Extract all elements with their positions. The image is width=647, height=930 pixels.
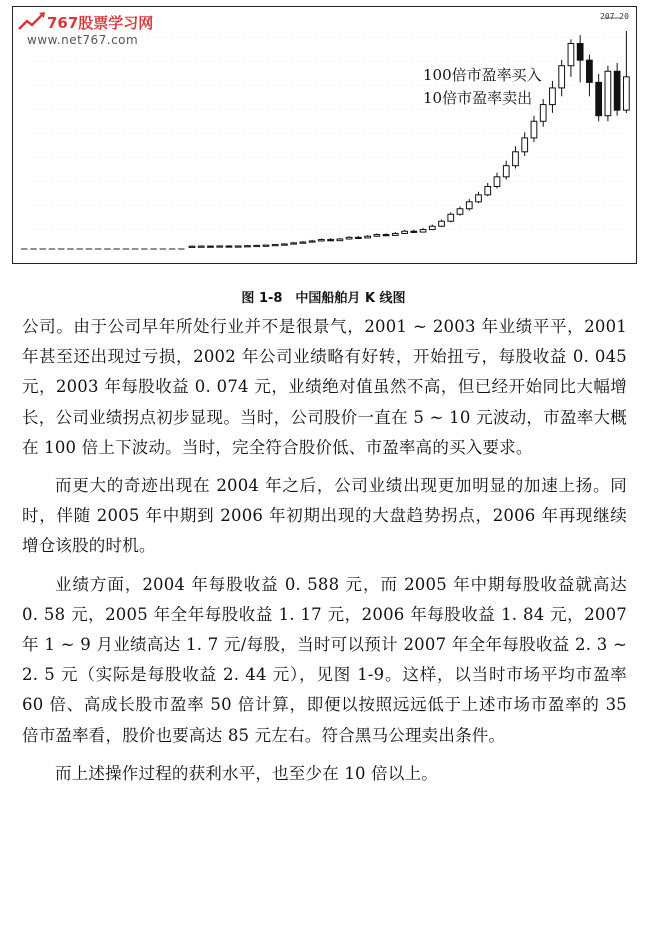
candle-up (466, 202, 472, 209)
candle-up (254, 245, 260, 246)
watermark-logo (17, 11, 177, 51)
candle-up (531, 121, 537, 138)
candle-up (494, 177, 500, 187)
candle-up (485, 187, 491, 195)
candle-down (587, 60, 593, 82)
candle-up (402, 231, 408, 233)
candle-up (282, 244, 288, 245)
candle-down (226, 246, 232, 247)
candle-up (319, 240, 325, 241)
candle-up (245, 246, 251, 247)
candle-up (337, 239, 343, 241)
trend-arrow-icon (17, 11, 47, 33)
candle-down (328, 240, 334, 241)
candle-down (355, 237, 361, 238)
candle-up (624, 77, 630, 110)
body-text (22, 312, 627, 789)
candle-up (559, 66, 565, 88)
candle-down (411, 231, 417, 232)
candle-up (365, 236, 371, 238)
candle-up (272, 245, 278, 246)
candle-up (346, 237, 352, 239)
candle-up (550, 88, 556, 105)
candle-up (420, 230, 426, 232)
candle-up (448, 214, 454, 221)
candlestick-chart (12, 6, 637, 264)
candle-up (392, 233, 398, 235)
candle-down (383, 235, 389, 236)
paragraph-4: 而上述操作过程的获利水平，也至少在 10 倍以上。 (55, 763, 438, 783)
candle-up (217, 246, 223, 247)
candle-up (198, 246, 204, 247)
candle-up (300, 242, 306, 243)
candle-up (503, 166, 509, 177)
candle-up (189, 246, 195, 247)
figure-caption: 图 1-8 中国船舶月 K 线图 (241, 291, 406, 306)
candle-up (540, 105, 546, 122)
candle-up (374, 235, 380, 237)
candle-down (577, 43, 583, 60)
annotation-sell: 10倍市盈率卖出 (423, 89, 533, 107)
annotation-buy: 100倍市盈率买入 (423, 66, 542, 84)
candle-up (522, 138, 528, 152)
candle-up (568, 43, 574, 65)
watermark-title: 767股票学习网 (47, 14, 154, 32)
candle-up (439, 221, 445, 226)
candle-up (457, 209, 463, 215)
candle-up (309, 241, 315, 242)
candle-up (605, 71, 611, 115)
peak-price-label: 207 20 (600, 12, 629, 21)
candle-up (476, 195, 482, 202)
paragraph-1: 公司。由于公司早年所处行业并不是很景气，2001 ~ 2003 年业绩平平，2001 年甚至还出现过亏损，2002 年公司业绩略有好转，开始扭亏，每股收益 0. 045 元，2003 年每股收益 0. 074 元，业绩绝对值虽然不高，但已经开始同比大幅增长，公司业绩拐点初步显现。当时，公司股价一直在 5 ~ 10 元波动，市盈率大概在 100 倍上下波动。当时，完全符合股价低、市盈率高的买入要求。 (22, 317, 627, 457)
candle-up (235, 246, 241, 247)
paragraph-3: 业绩方面，2004 年每股收益 0. 588 元，而 2005 年中期每股收益就高达 0. 58 元，2005 年全年每股收益 1. 17 元，2006 年每股收益 1. 84 元，2007 年 1 ~ 9 月业绩高达 1. 7 元/每股，当时可以预计 2007 年全年每股收益 2. 3 ~ 2. 5 元（实际是每股收益 2. 44 元），见图 1-9。这样，以当时市场平均市盈率 60 倍、高成长股市盈率 50 倍计算，即便以按照远远低于上述市场市盈率的 35 倍市盈率看，股价也要高达 85 元左右。符合黑马公理卖出条件。 (22, 574, 627, 745)
candle-down (208, 246, 214, 247)
candle-down (596, 82, 602, 115)
watermark-url: www.net767.com (27, 33, 139, 47)
candle-up (263, 245, 269, 246)
candle-down (614, 71, 620, 110)
candle-up (429, 226, 435, 229)
candle-up (513, 152, 519, 166)
candle-up (291, 243, 297, 244)
paragraph-2: 而更大的奇迹出现在 2004 年之后，公司业绩出现更加明显的加速上扬。同时，伴随 2005 年中期到 2006 年初期出现的大盘趋势拐点，2006 年再现继续增仓该股的时机。 (22, 476, 627, 556)
